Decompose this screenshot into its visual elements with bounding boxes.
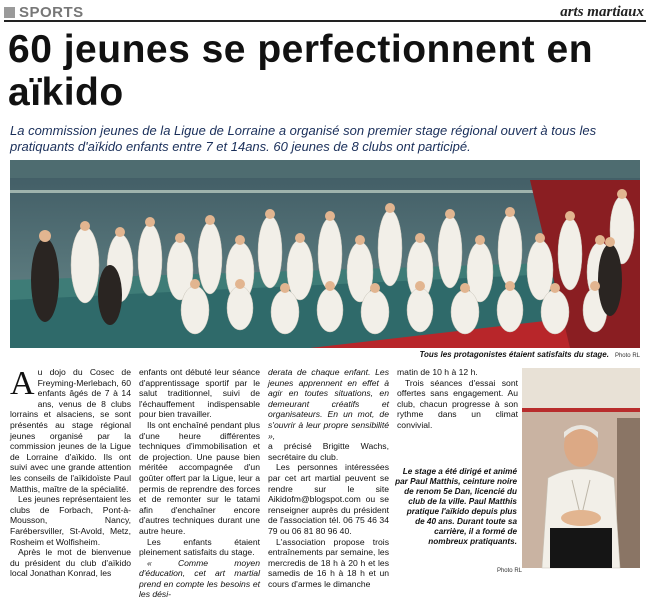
- group-photo-image: [10, 160, 640, 348]
- paragraph: L'association propose trois entraînements par semaine, les mercredis de 18 h à 20 h et les samedis de 16 h à 18 h et un cours d'armes le dimanche: [268, 536, 389, 589]
- paragraph: [10, 367, 131, 494]
- portrait-caption: Le stage a été dirigé et animé par Paul Matthis, ceinture noire de renom 5e Dan, licencié du club de la ville. Paul Matthis pratique l'aïkido depuis plus de 40 ans. Durant toute sa carrière, il a formé de nombreux pratiquants.: [395, 467, 517, 546]
- paragraph: Ils ont enchaîné pendant plus d'une heure différentes techniques d'immobilisation et de projection. Une pause bien méritée accompagnée d'un goûter offert par la Ligue, leur a permis de reprendre des forces et de remonter sur le tatami afin d'enchaîner encore d'autres techniques durant une autre heure.: [139, 419, 260, 536]
- section-label: arts martiaux: [560, 4, 644, 20]
- column-2: [139, 367, 260, 600]
- rubric: [4, 4, 84, 20]
- lede: La commission jeunes de la Ligue de Lorraine a organisé son premier stage régional ouvert à tous les pratiquants d'aïkido enfants entre 7 et 14ans. 60 jeunes de 8 clubs ont participé.: [10, 123, 597, 154]
- paragraph: enfants ont débuté leur séance d'apprentissage sportif par le salut traditionnel, suivi de l'échauffement indispensable pour bien travailler.: [139, 367, 260, 420]
- headline: 60 jeunes se perfectionnent en aïkido: [8, 28, 594, 114]
- portrait-image: [522, 368, 640, 568]
- portrait-photo: [522, 368, 640, 568]
- paragraph: Les enfants étaient pleinement satisfaits du stage.: [139, 536, 260, 558]
- column-3: [268, 367, 389, 589]
- photo-caption: [419, 350, 640, 359]
- paragraph: Après le mot de bienvenue du président du club d'aïkido local Jonathan Konrad, les: [10, 547, 131, 579]
- quote-paragraph: « Comme moyen d'éducation, cet art martial prend en compte les besoins et les dési-: [139, 557, 260, 600]
- photo-caption-text: Tous les protagonistes étaient satisfaits du stage.: [419, 350, 609, 359]
- group-photo: [10, 160, 640, 348]
- paragraph: matin de 10 h à 12 h.: [397, 367, 478, 377]
- portrait-box: [522, 368, 640, 578]
- paragraph-text: u dojo du Cosec de Freyming-Merlebach, 60 enfants âgés de 7 à 14 ans, venus de 8 clubs lorrains et alsaciens, se sont présentés au stage régional jeunes organisé par la commission jeunes de la Ligue de Lorraine d'aïkido. Ils ont suivi avec une grande attention les conseils de l'aïkidoïste Paul Matthis, maître de la spécialité.: [10, 367, 131, 494]
- paragraph: Trois séances d'essai sont offertes sans engagement. Au club, chacun progresse à son rythme dans un climat convivial.: [397, 377, 518, 430]
- rubric-square-icon: [4, 7, 15, 18]
- paragraph: Les jeunes représentaient les clubs de Forbach, Pont-à-Mousson, Nancy, Farébersviller, St-Avold, Metz, Rosheim et Wolfisheim.: [10, 494, 131, 547]
- paragraph: Les personnes intéressées par cet art martial peuvent se rendre sur le site Aikidofm@blogspot.com ou se renseigner auprès du président de l'association tél. 06 75 46 34 79 ou 06 81 80 96 40.: [268, 462, 389, 536]
- column-1: [10, 367, 131, 580]
- rubric-label: SPORTS: [19, 3, 84, 21]
- portrait-credit: Photo RL: [496, 568, 522, 574]
- photo-credit: Photo RL: [614, 353, 640, 359]
- paragraph: a précisé Brigitte Wachs, secrétaire du club.: [268, 441, 389, 462]
- quote-paragraph: derata de chaque enfant. Les jeunes apprennent en effet à agir en toutes situations, en demeurant créatifs et organisateurs. En un mot, de s'ouvrir à leur propre sensibilité »,: [268, 367, 389, 441]
- header-bar: [4, 4, 646, 22]
- dropcap: A: [10, 365, 35, 402]
